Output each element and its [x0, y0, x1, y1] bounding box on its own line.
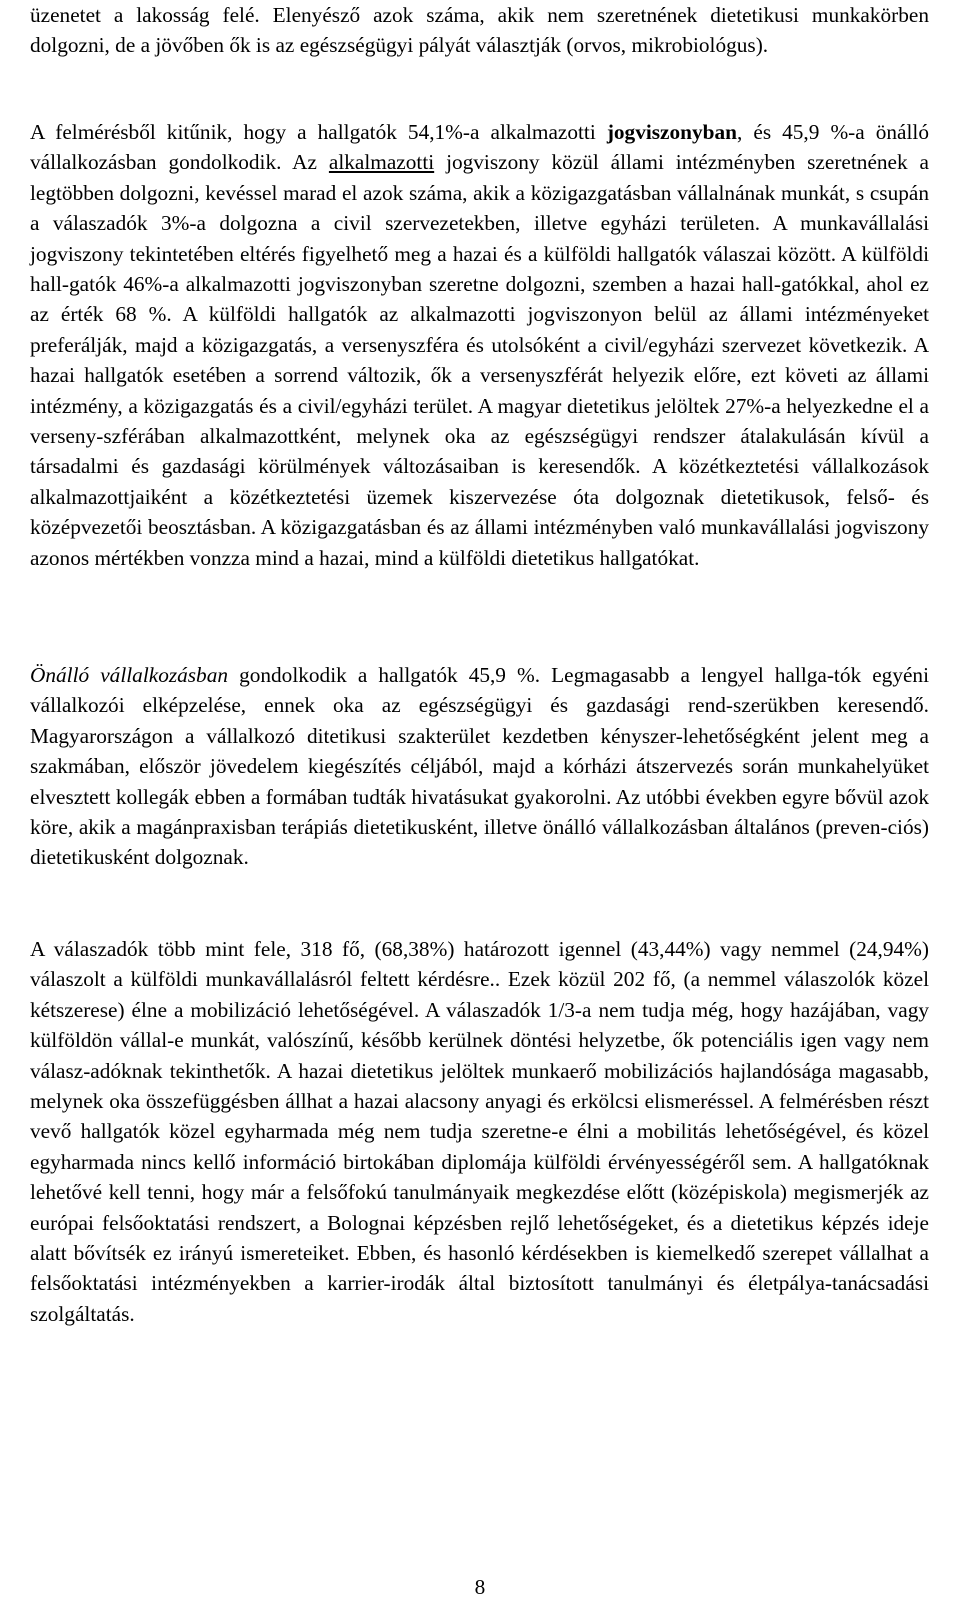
- paragraph-self-employment-rest: gondolkodik a hallgatók 45,9 %. Legmagasabb a lengyel hallga-tók egyéni vállalkozói elképzelése, ennek oka az egészségügyi és gazdasági rend-szerükben keresendő. Magyarországon a vállalkozó ditetikusi szakterület kezdetben kényszer-lehetőségként jelent meg a szakmában, először jövedelem kiegészítés céljából, majd a kórházi átszervezés során munkahelyüket elvesztett kollegák ebben a formában tudták hivatásukat gyakorolni. Az utóbbi években egyre bővül azok köre, akik a magánpraxisban terápiás dietetikusként, illetve önálló vállalkozásban általános (preven-ciós) dietetikusként dolgoznak.: [30, 663, 929, 870]
- paragraph-employment-part2: , és 45,9 %-a önálló vállalkozásban gondolkodik. Az: [30, 120, 929, 175]
- italic-term-onallo-vallalkozasban: Önálló vállalkozásban: [30, 663, 229, 687]
- bold-term-jogviszonyban: jogviszonyban: [606, 120, 737, 144]
- paragraph-employment-part1: A felmérésből kitűnik, hogy a hallgatók 54,1%-a alkalmazotti: [30, 120, 607, 144]
- paragraph-self-employment: [30, 660, 929, 873]
- page-number: 8: [474, 1575, 486, 1599]
- underlined-term-alkalmazotti: alkalmazotti: [328, 150, 435, 175]
- paragraph-employment-part3: jogviszony közül állami intézményben szeretnének a legtöbben dolgozni, kevéssel marad el azok száma, akik a közigazgatásban vállalnának munkát, s csupán a válaszadók 3%-a dolgozna a civil szervezetekben, illetve egyházi területen. A munkavállalási jogviszony tekintetében eltérés figyelhető meg a hazai és a külföldi hallgatók válaszai között. A külföldi hall-gatók 46%-a alkalmazotti jogviszonyban szeretne dolgozni, szemben a hazai hall-gatókkal, ahol ez az érték 68 %. A külföldi hallgatók az alkalmazotti jogviszonyon belül az állami intézményeket preferálják, majd a közigazgatás, a versenyszféra és utolsóként a civil/egyházi szervezet következik. A hazai hallgatók esetében a sorrend változik, ők a versenyszférát helyezik előre, ezt követi az állami intézmény, a közigazgatás és a civil/egyházi terület. A magyar dietetikus jelöltek 27%-a helyezkedne el a verseny-szférában alkalmazottként, melynek oka az egészségügyi rendszer átalakulásán kívül a társadalmi és gazdasági körülmények változásaiban is keresendők. A közétkeztetési vállalkozások alkalmazottjaiként a közétkeztetési üzemek kiszervezése óta dolgoznak dietetikusok, felső- és középvezetői beosztásban. A közigazgatásban és az állami intézményben való munkavállalási jogviszony azonos mértékben vonzza mind a hazai, mind a külföldi dietetikus hallgatókat.: [30, 150, 929, 570]
- paragraph-intro: üzenetet a lakosság felé. Elenyésző azok száma, akik nem szeretnének dietetikusi munkakörben dolgozni, de a jövőben ők is az egészségügyi pályát választják (orvos, mikrobiológus).: [30, 3, 929, 58]
- paragraph-employment: [30, 117, 929, 573]
- paragraph-mobility: A válaszadók több mint fele, 318 fő, (68,38%) határozott igennel (43,44%) vagy nemmel (24,94%) válaszolt a külföldi munkavállalásról feltett kérdésre.. Ezek közül 202 fő, (a nemmel válaszolók közel kétszerese) élne a mobilizáció lehetőségével. A válaszadók 1/3-a nem tudja még, hogy hazájában, vagy külföldön vállal-e munkát, valószínű, később kerülnek döntési helyzetbe, ők potenciális igen vagy nem válasz-adóknak tekinthetők. A hazai dietetikus jelöltek munkaerő mobilizációs hajlandósága magasabb, melynek oka összefüggésben állhat a hazai alacsony anyagi és erkölcsi elismeréssel. A felmérésben részt vevő hallgatók közel egyharmada még nem tudja szeretne-e élni a mobilitás lehetőségével, és közel egyharmada nincs kellő információ birtokában diplomája külföldi érvényességéről sem. A hallgatóknak lehetővé kell tenni, hogy már a felsőfokú tanulmányaik megkezdése előtt (középiskola) megismerjék az európai felsőoktatási rendszert, a Bolognai képzésben rejlő lehetőségeket, és a dietetikus képzés ideje alatt bővítsék ez irányú ismereteiket. Ebben, és hasonló kérdésekben is kiemelkedő szerepet vállalhat a felsőoktatási intézményekben a karrier-irodák által biztosított tanulmányi és életpálya-tanácsadási szolgáltatás.: [30, 937, 929, 1326]
